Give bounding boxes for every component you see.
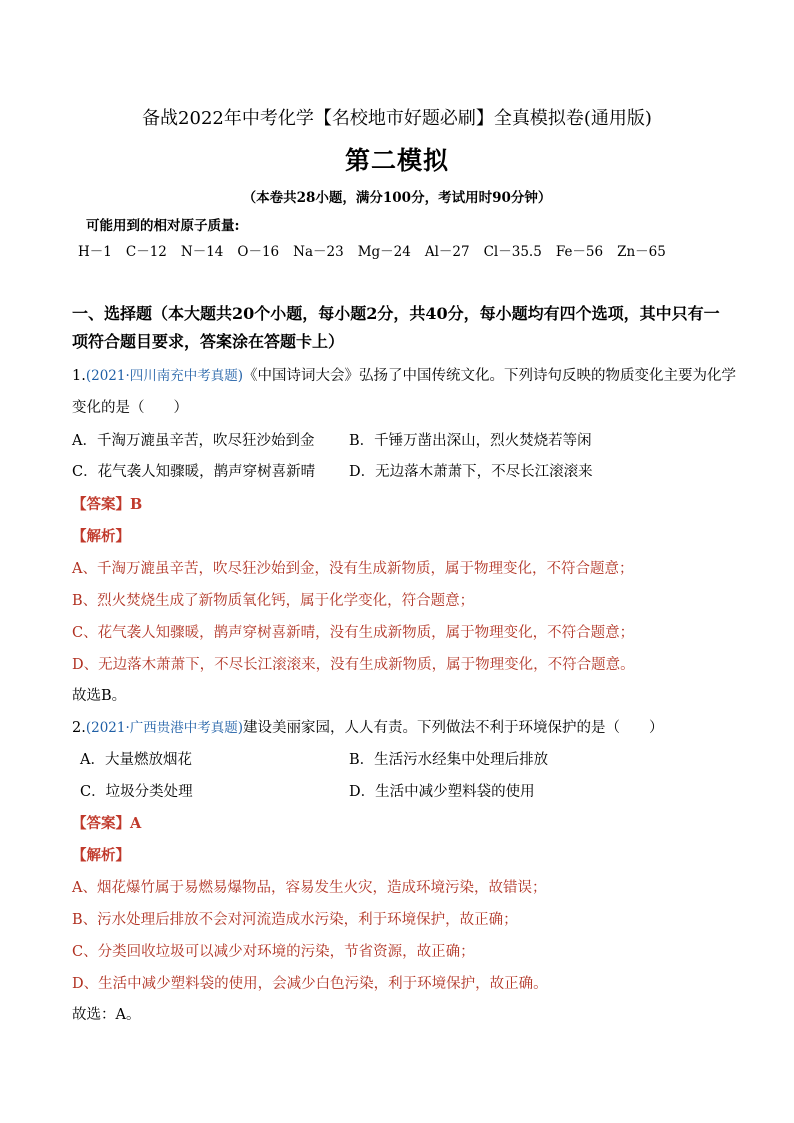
atomic-mass-item: H－1: [78, 244, 112, 260]
conclusion: 故选：A。: [72, 1007, 141, 1023]
atomic-mass-item: Al－27: [424, 244, 470, 260]
atomic-mass-item: Fe－56: [555, 244, 604, 260]
atomic-mass-item: C－12: [125, 244, 167, 260]
section-heading: 一、选择题（本大题共20个小题，每小题2分，共40分，每小题均有四个选项，其中只有一项符合题目要求，答案涂在答题卡上）: [72, 304, 720, 351]
answer-label: 【答案】: [72, 496, 130, 513]
analysis-line: A、千淘万漉虽辛苦，吹尽狂沙始到金，没有生成新物质，属于物理变化，不符合题意；: [72, 561, 634, 577]
analysis-label: 【解析】: [72, 528, 130, 545]
analysis-label: 【解析】: [72, 847, 130, 864]
atomic-mass-item: Zn－65: [617, 244, 666, 260]
exam-note: （本卷共28小题，满分100分，考试用时90分钟）: [242, 190, 552, 206]
question-source: (2021·广西贵港中考真题): [85, 720, 244, 736]
answer-line: [72, 812, 141, 833]
option-d: D．无边落木萧萧下，不尽长江滚滚来: [349, 464, 593, 480]
option-d: D．生活中减少塑料袋的使用: [349, 784, 535, 800]
answer-label: 【答案】: [72, 815, 130, 832]
conclusion: 故选B。: [72, 688, 127, 704]
atomic-mass-item: Na－23: [293, 244, 344, 260]
analysis-line: D、无边落木萧萧下，不尽长江滚滚来，没有生成新物质，属于物理变化，不符合题意。: [72, 657, 635, 673]
page-subtitle: 第二模拟: [344, 146, 449, 175]
atomic-mass-item: O－16: [237, 244, 280, 260]
atomic-mass-item: Mg－24: [357, 244, 411, 260]
page-title: 备战2022年中考化学【名校地市好题必刷】全真模拟卷(通用版): [142, 108, 652, 129]
answer-value: B: [130, 496, 143, 513]
option-a: A．大量燃放烟花: [80, 752, 192, 768]
option-a: A．千淘万漉虽辛苦，吹尽狂沙始到金: [72, 433, 315, 449]
analysis-line: C、花气袭人知骤暖，鹊声穿树喜新晴，没有生成新物质，属于物理变化，不符合题意；: [72, 625, 635, 641]
atomic-mass-item: Cl－35.5: [483, 244, 542, 260]
question-stem-text: 建设美丽家园，人人有责。下列做法不利于环境保护的是（ ）: [243, 720, 664, 736]
question-1-stem: [72, 364, 736, 385]
question-stem-text: 《中国诗词大会》弘扬了中国传统文化。下列诗句反映的物质变化主要为化学: [243, 368, 737, 384]
question-source: (2021·四川南充中考真题): [85, 368, 244, 384]
analysis-line: B、污水处理后排放不会对河流造成水污染，利于环境保护，故正确；: [72, 912, 518, 928]
option-b: B．千锤万凿出深山，烈火焚烧若等闲: [349, 433, 592, 449]
answer-value: A: [130, 815, 142, 832]
question-2-stem: [72, 716, 664, 737]
analysis-line: C、分类回收垃圾可以减少对环境的污染，节省资源，故正确；: [72, 944, 475, 960]
analysis-line: D、生活中减少塑料袋的使用，会减少白色污染，利于环境保护，故正确。: [72, 976, 548, 992]
option-b: B．生活污水经集中处理后排放: [349, 752, 549, 768]
analysis-line: B、烈火焚烧生成了新物质氧化钙，属于化学变化，符合题意；: [72, 593, 475, 609]
question-number: 1.: [72, 368, 86, 384]
analysis-line: A、烟花爆竹属于易燃易爆物品，容易发生火灾，造成环境污染，故错误；: [72, 880, 547, 896]
atomic-mass-item: N－14: [180, 244, 224, 260]
option-c: C．花气袭人知骤暖，鹊声穿树喜新晴: [72, 464, 316, 480]
answer-line: [72, 493, 142, 514]
option-c: C．垃圾分类处理: [80, 784, 193, 800]
question-1-stem-cont: 变化的是（ ）: [72, 400, 188, 416]
question-number: 2.: [72, 720, 86, 736]
atomic-mass-label: 可能用到的相对原子质量:: [86, 218, 240, 234]
atomic-mass-list: [78, 240, 680, 260]
